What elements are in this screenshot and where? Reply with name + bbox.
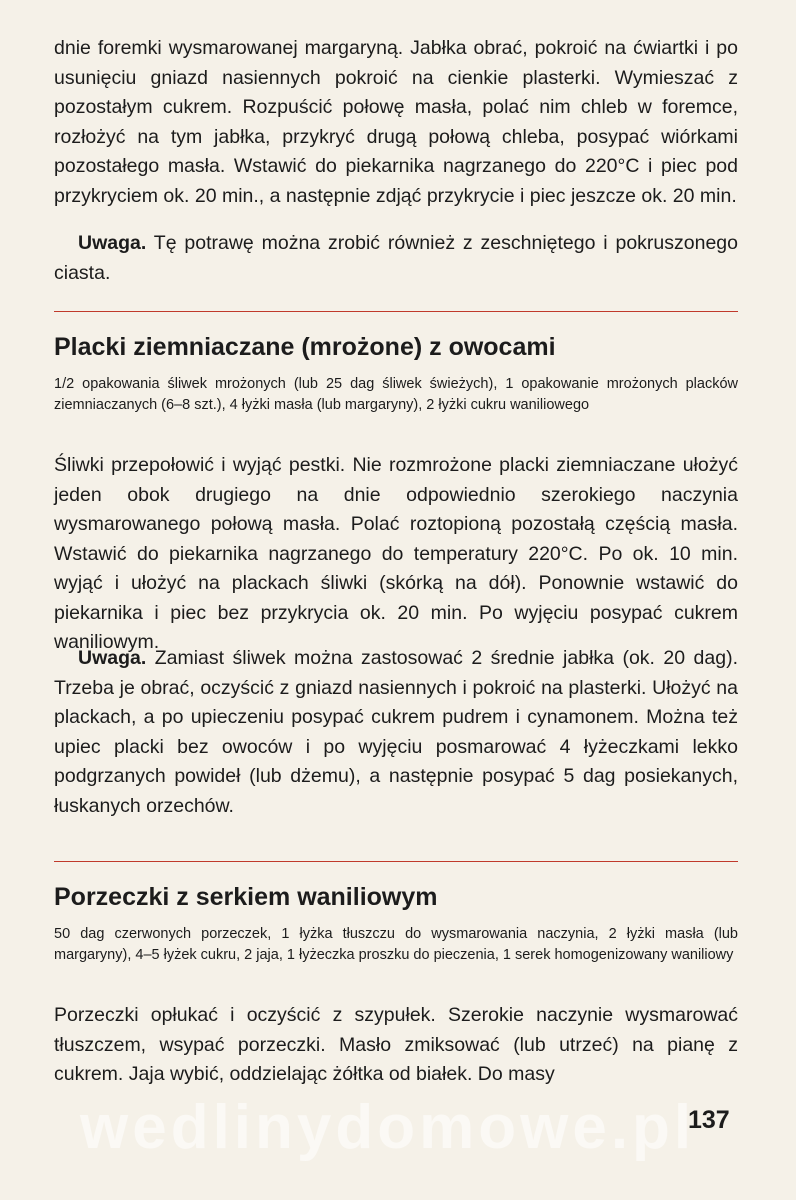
section-divider [54, 861, 738, 862]
recipe-note-text: Zamiast śliwek można zastosować 2 średnie jabłka (ok. 20 dag). Trzeba je obrać, oczyścić z gniazd nasiennych i pokroić na plasterki. Ułożyć na plackach, a po upieczeniu posypać cukrem pudrem i cynamonem. Można też upiec placki bez owoców i po wyjęciu posmarować 4 łyżeczkami lekko podgrzanych powideł (lub dżemu), a następnie posypać 5 dag posiekanych, łuskanych orzechów. [54, 647, 738, 817]
recipe-note-label: Uwaga. [78, 647, 147, 669]
ingredients-list: 1/2 opakowania śliwek mrożonych (lub 25 dag śliwek świeżych), 1 opakowanie mrożonych placków ziemniaczanych (6–8 szt.), 4 łyżki masła (lub margaryny), 2 łyżki cukru waniliowego [54, 376, 738, 413]
page-number: 137 [688, 1106, 730, 1134]
intro-paragraph [54, 34, 738, 211]
intro-note-label: Uwaga. [78, 232, 147, 254]
intro-note-text: Tę potrawę można zrobić również z zeschniętego i pokruszonego ciasta. [54, 232, 738, 284]
section-divider [54, 311, 738, 312]
ingredients-list: 50 dag czerwonych porzeczek, 1 łyżka tłuszczu do wysmarowania naczynia, 2 łyżki masła (lub margaryny), 4–5 łyżek cukru, 2 jaja, 1 łyżeczka proszku do pieczenia, 1 serek homogenizowany waniliowy [54, 926, 738, 963]
intro-note [54, 229, 738, 288]
method-paragraph: Porzeczki opłukać i oczyścić z szypułek. Szerokie naczynie wysmarować tłuszczem, wsypać porzeczki. Masło zmiksować (lub utrzeć) na pianę z cukrem. Jaja wybić, oddzielając żółtka od białek. Do masy [54, 1004, 738, 1085]
recipe-title: Porzeczki z serkiem waniliowym [54, 883, 438, 911]
intro-text: dnie foremki wysmarowanej margaryną. Jabłka obrać, pokroić na ćwiartki i po usunięciu gniazd nasiennych pokroić na cienkie plasterki. Wymieszać z pozostałym cukrem. Rozpuścić połowę masła, polać nim chleb w foremce, rozłożyć na tym jabłka, przykryć drugą połową chleba, posypać wiórkami pozostałego masła. Wstawić do piekarnika nagrzanego do 220°C i piec pod przykryciem ok. 20 min., a następnie zdjąć przykrycie i piec jeszcze ok. 20 min. [54, 37, 738, 207]
method-paragraph: Śliwki przepołowić i wyjąć pestki. Nie rozmrożone placki ziemniaczane ułożyć jeden obok drugiego na dnie odpowiednio szerokiego naczynia wysmarowanego połową masła. Polać roztopioną pozostałą częścią masła. Wstawić do piekarnika nagrzanego do temperatury 220°C. Po ok. 10 min. wyjąć i ułożyć na plackach śliwki (skórką na dół). Ponownie wstawić do piekarnika i piec bez przykrycia ok. 20 min. Po wyjęciu posypać cukrem waniliowym. [54, 454, 738, 653]
recipe-note [54, 644, 738, 821]
recipe-title: Placki ziemniaczane (mrożone) z owocami [54, 333, 556, 361]
watermark: wedlinydomowe.pl [80, 1093, 696, 1162]
